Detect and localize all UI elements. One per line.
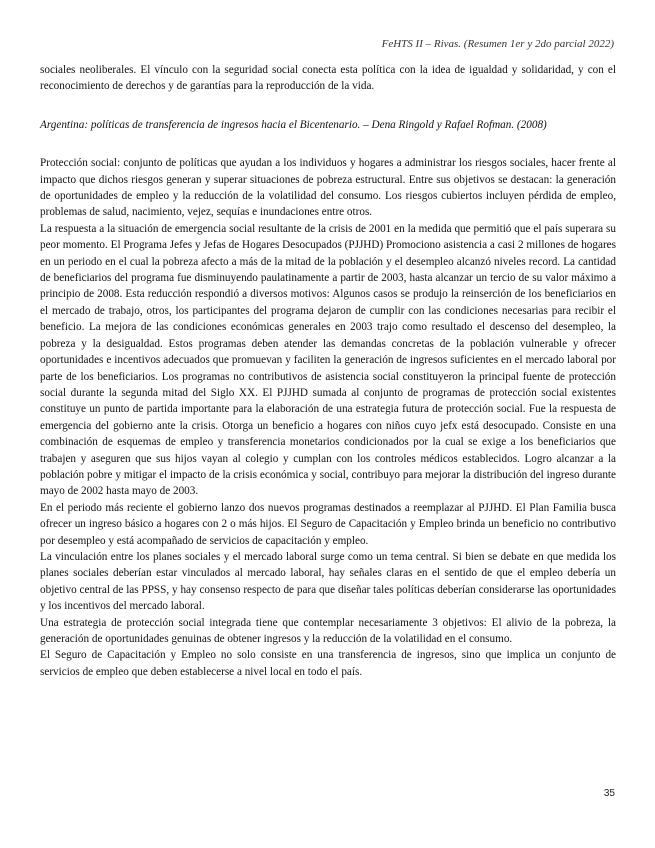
paragraph-nuevos-programas: En el periodo más reciente el gobierno lanzo dos nuevos programas destinados a reemplazar al PJJHD. El Plan Familia busca ofrecer un ingreso básico a hogares con 2 o más hijos. El Seguro de Capacitación y Empleo brinda un beneficio no contributivo por desempleo y está acompañado de servicios de capacitación y empleo. [40,501,616,547]
paragraph-estrategia: Una estrategia de protección social integrada tiene que contemplar necesariamente 3 objetivos: El alivio de la pobreza, la generación de oportunidades genuinas de obtener ingresos y la reducción de la volatilidad en el consumo. [40,616,616,645]
paragraph-pjjhd: La respuesta a la situación de emergencia social resultante de la crisis de 2001 en la medida que permitió que el país superara su peor momento. El Programa Jefes y Jefas de Hogares Desocupados (PJJHD) Promociono asistencia a casi 2 millones de hogares en un periodo en el cual la pobreza afecto a más de la mitad de la población y el desempleo alcanzó niveles record. La cantidad de beneficiarios del programa fue disminuyendo paulatinamente a partir de 2003, hasta alcanzar un tercio de su valor máximo a principio de 2008. Esta reducción respondió a diversos motivos: Algunos casos se produjo la reinserción de los beneficiarios en el mercado de trabajo, otros, los participantes del programa dejaron de cumplir con las condiciones necesarias para recibir el beneficio. La mejora de las condiciones económicas generales en 2003 trajo como resultado el descenso del desempleo, la pobreza y la desigualdad. Estos programas deben atender las demandas concretas de la población vulnerable y ofrecer oportunidades e incentivos adecuados que promuevan y faciliten la generación de ingresos suficientes en el mercado laboral por parte de los beneficiarios. Los programas no contributivos de asistencia social constituyeron la principal fuente de protección social durante la segunda mitad del Siglo XX. El PJJHD sumada al conjunto de programas de protección social existentes constituye un punto de partida importante para la elaboración de una estrategia futura de protección social. Fue la respuesta de emergencia del gobierno ante la crisis. Otorga un beneficio a hogares con niños cuyo jefx está desocupado. Consiste en una combinación de esquemas de empleo y transferencia monetarios condicionados por la cual se exige a los beneficiarios que trabajen y aseguren que sus hijos vayan al colegio y cumplan con los controles médicos establecidos. Logro alcanzar a la población pobre y mitigar el impacto de la crisis económica y social, contribuyo para mejorar la distribución del ingreso durante mayo de 2002 hasta mayo de 2003. [40,222,616,498]
page-body [40,62,616,680]
intro-paragraph: sociales neoliberales. El vínculo con la seguridad social conecta esta política con la idea de igualdad y solidaridad, y con el reconocimiento de derechos y de garantías para la reproducción de la vida. [40,64,616,93]
paragraph-seguro-capacitacion: El Seguro de Capacitación y Empleo no solo consiste en una transferencia de ingresos, sino que implica un conjunto de servicios de empleo que deben establecerse a nivel local en todo el país. [40,649,616,678]
paragraph-mercado-laboral: La vinculación entre los planes sociales y el mercado laboral surge como un tema central. Si bien se debate en que medida los planes sociales deberían estar vinculados al mercado laboral, hay señales claras en el sentido de que el empleo debería un objetivo central de las PPSS, y hay consenso respecto de para que diseñar tales políticas deberían considerarse las oportunidades y los incentivos del mercado laboral. [40,550,616,613]
paragraph-proteccion-social: Protección social: conjunto de políticas que ayudan a los individuos y hogares a administrar los riesgos sociales, hacer frente al impacto que dichos riesgos generan y superar situaciones de pobreza estructural. Entre sus objetivos se destacan: la generación de oportunidades de empleo y la reducción de la volatilidad del consumo. Los riesgos cubiertos incluyen pérdida de empleo, problemas de salud, nacimiento, vejez, sequías e inundaciones entre otros. [40,157,616,219]
section-subtitle: Argentina: políticas de transferencia de ingresos hacia el Bicentenario. – Dena Ringold y Rafael Rofman. (2008) [40,118,547,131]
page-number: 35 [603,788,615,799]
running-header: FeHTS II – Rivas. (Resumen 1er y 2do parcial 2022) [381,38,614,50]
